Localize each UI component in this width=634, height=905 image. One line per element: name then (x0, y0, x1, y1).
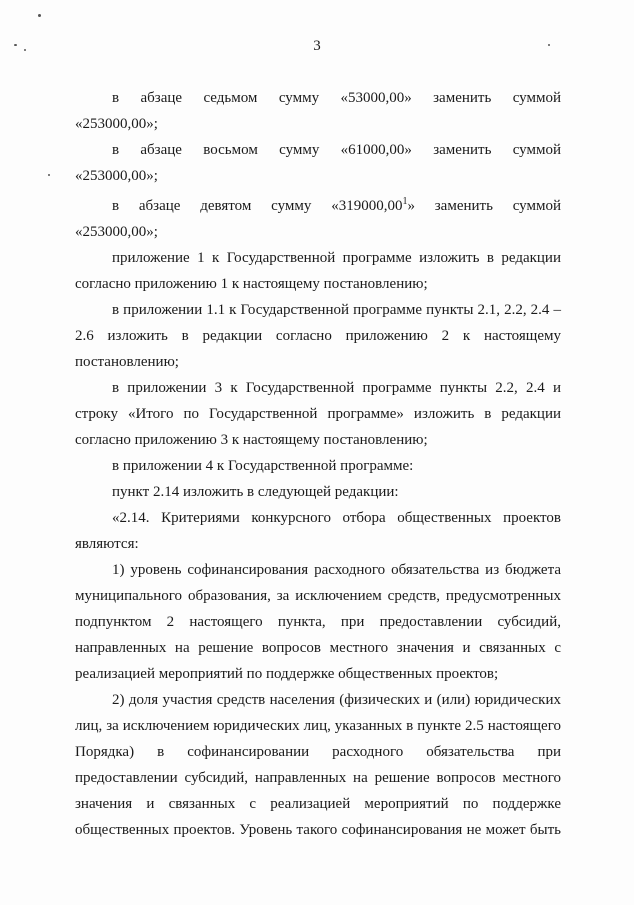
page-number: 3 (313, 38, 321, 54)
document-body (75, 85, 561, 843)
paragraph: приложение 1 к Государственной программе изложить в редакции согласно приложению 1 к настоящему постановлению; (75, 250, 561, 292)
paragraph (75, 163, 561, 189)
paragraph: в приложении 3 к Государственной программе пункты 2.2, 2.4 и строку «Итого по Государственной программе» изложить в редакции согласно приложению 3 к настоящему постановлению; (75, 380, 561, 448)
paragraph-line: в абзаце восьмом сумму «61000,00» заменить суммой (112, 142, 561, 158)
paragraph: в приложении 4 к Государственной программе: (112, 458, 414, 474)
scan-speck (48, 174, 50, 176)
paragraph (75, 111, 561, 137)
paragraph: 2) доля участия средств населения (физических и (или) юридических лиц, за исключением юридических лиц, указанных в пункте 2.5 настоящего Порядка) в софинансировании расходного обязательства при предоставлении субсидий, направленных на решение вопросов местного значения и связанных с реализацией мероприятий по поддержке общественных проектов. Уровень такого софинансирования не может быть (75, 692, 561, 838)
paragraph: «2.14. Критериями конкурсного отбора общественных проектов являются: (75, 510, 561, 552)
scan-speck (38, 14, 41, 17)
paragraph: пункт 2.14 изложить в следующей редакции: (112, 484, 399, 500)
paragraph (75, 137, 561, 163)
paragraph: в приложении 1.1 к Государственной программе пункты 2.1, 2.2, 2.4 – 2.6 изложить в редакции согласно приложению 2 к настоящему постановлению; (75, 302, 561, 370)
paragraph: 1) уровень софинансирования расходного обязательства из бюджета муниципального образования, за исключением средств, предусмотренных подпунктом 2 настоящего пункта, при предоставлении субсидий, направленных на решение вопросов местного значения и связанных с реализацией мероприятий по поддержке общественных проектов; (75, 562, 561, 682)
paragraph-line: «253000,00»; (75, 116, 158, 132)
paragraph-line: в абзаце девятом сумму «319000,00 (112, 198, 403, 214)
paragraph-line: » заменить суммой (407, 198, 561, 214)
paragraph (75, 219, 561, 245)
paragraph (75, 85, 561, 111)
paragraph-line: «253000,00»; (75, 224, 158, 240)
superscript: 1 (402, 196, 408, 207)
paragraph-line: «253000,00»; (75, 168, 158, 184)
paragraph (75, 189, 561, 219)
paragraph-line: в абзаце седьмом сумму «53000,00» заменить суммой (112, 90, 561, 106)
